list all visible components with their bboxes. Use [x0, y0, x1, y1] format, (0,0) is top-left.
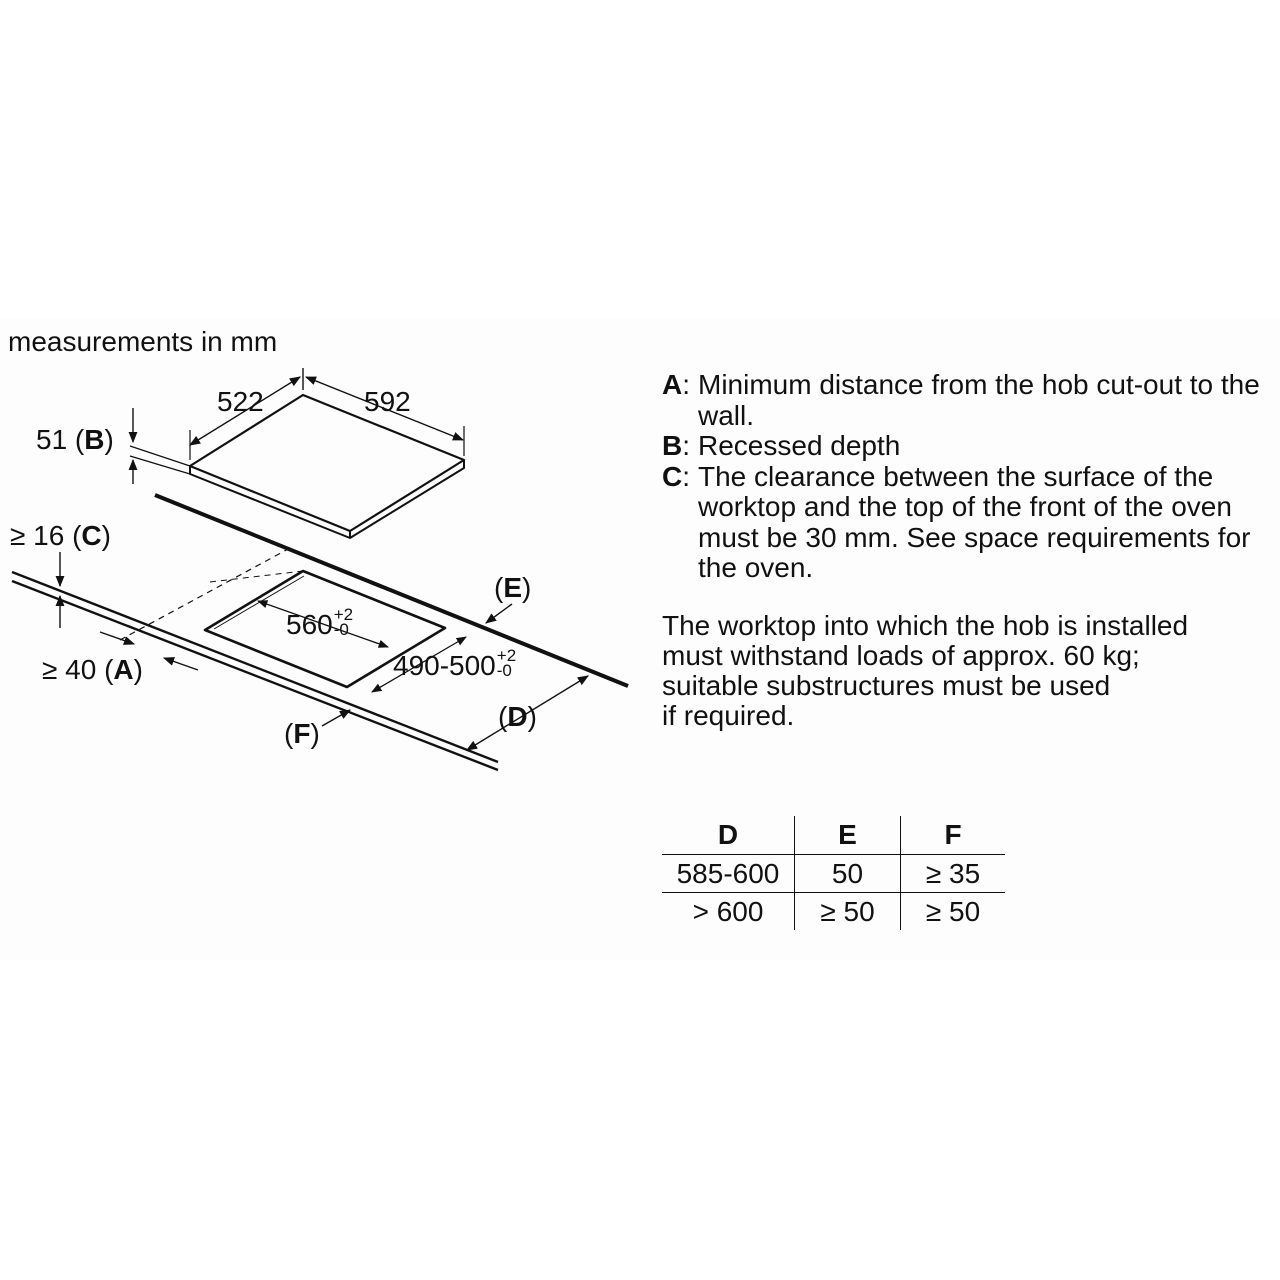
table-header-f: F: [901, 816, 1006, 855]
table-row: [662, 893, 1005, 931]
table-header-d: D: [717, 819, 739, 850]
legend-text-a: Minimum distance from the hob cut-out to the wall.: [698, 369, 1260, 431]
cutout-depth-value: 490-500: [393, 650, 496, 681]
table-cell: ≥ 50: [901, 893, 1006, 931]
table-header-e: E: [795, 816, 901, 855]
load-note-line: must withstand loads of approx. 60 kg;: [662, 640, 1140, 671]
clearance-table: [662, 816, 1005, 930]
clearance-d-label: (D): [498, 701, 537, 732]
recessed-depth-value: 51: [36, 424, 68, 455]
legend-item-b: B: Recessed depth: [662, 431, 1262, 462]
clearance-f-key: F: [293, 718, 311, 749]
load-note-line: suitable substructures must be used: [662, 670, 1111, 701]
cutout-width-value: 560: [286, 609, 333, 640]
clearance-d-key: D: [507, 701, 528, 732]
clearance-f-label: (F): [284, 718, 320, 749]
table-row: [662, 855, 1005, 893]
clearance-e-label: (E): [494, 572, 532, 603]
clearance-c-value: ≥ 16: [10, 520, 65, 551]
legend-item-c: C: The clearance between the surface of the worktop and the top of the front of the oven must be 30 mm. See space requirements for the oven.: [662, 462, 1262, 584]
worktop-back-edge: [155, 495, 628, 686]
table-header-row: [662, 816, 1005, 855]
clearance-c-label: ≥ 16 (C): [10, 520, 111, 551]
cutout-depth-tol-minus: -0: [496, 661, 512, 680]
legend-key-a: A: [662, 369, 683, 400]
cutout-depth-tolerance: [497, 648, 516, 678]
table-cell: ≥ 50: [795, 893, 901, 931]
legend-item-a: A: Minimum distance from the hob cut-out to the wall.: [662, 370, 1262, 431]
clearance-a-label: ≥ 40 (A): [42, 654, 143, 685]
legend-text-b: Recessed depth: [698, 430, 901, 461]
load-note-line: if required.: [662, 700, 795, 731]
hob-width-label: 592: [364, 386, 411, 417]
recessed-depth-key: B: [84, 424, 105, 455]
units-note: measurements in mm: [8, 326, 278, 357]
cutout-width-tolerance: [334, 607, 353, 637]
clearance-a-key: A: [113, 654, 134, 685]
load-note-line: The worktop into which the hob is installed: [662, 610, 1189, 641]
legend-key-b: B: [662, 430, 683, 461]
cutout-depth-label: [393, 646, 517, 682]
legend-text-c: The clearance between the surface of the worktop and the top of the front of the oven must be 30 mm. See space requirements for the oven.: [698, 460, 1251, 583]
table-cell: 585-600: [662, 855, 795, 893]
cutout-width-label: [286, 605, 354, 641]
cutout-width-tol-minus: -0: [333, 620, 349, 639]
cutout-depth-tol-plus: +2: [496, 646, 517, 665]
clearance-c-key: C: [81, 520, 102, 551]
load-note: [662, 611, 1262, 731]
table-cell: 50: [795, 855, 901, 893]
hob-depth-label: 522: [217, 386, 264, 417]
table-cell: ≥ 35: [901, 855, 1006, 893]
recessed-depth-label: 51 (B): [36, 424, 114, 455]
clearance-a-value: ≥ 40: [42, 654, 97, 685]
cutout-width-tol-plus: +2: [333, 605, 354, 624]
clearance-e-key: E: [503, 572, 523, 603]
table-cell: > 600: [662, 893, 795, 931]
legend-key-c: C: [662, 460, 683, 492]
legend: [662, 370, 1262, 584]
